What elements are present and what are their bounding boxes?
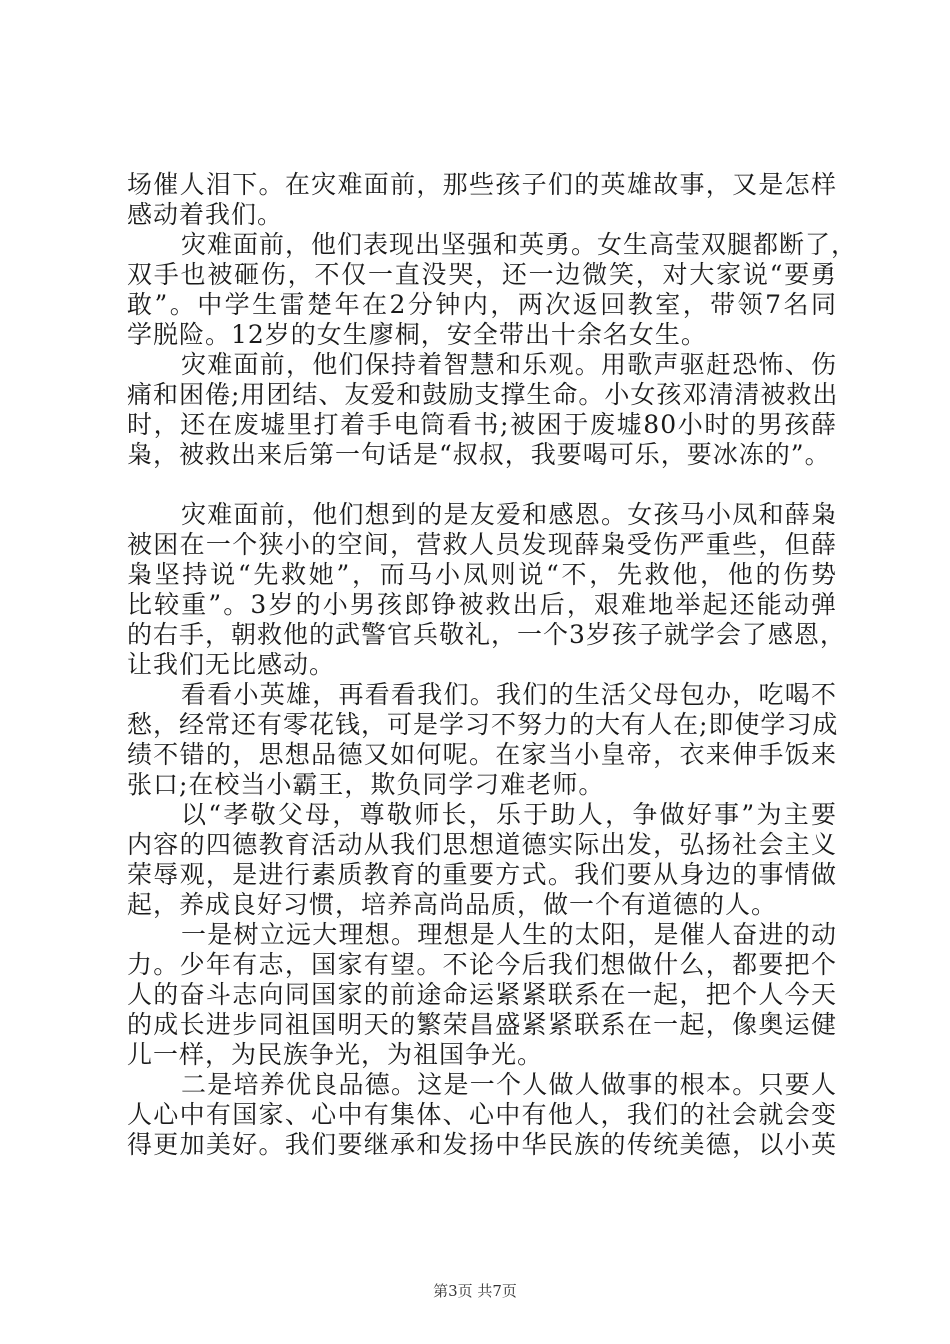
text-line: 场催人泪下。在灾难面前，那些孩子们的英雄故事，又是怎样	[127, 170, 837, 199]
body-text	[127, 170, 858, 1160]
text-line: 绩不错的，思想品德又如何呢。在家当小皇帝，衣来伸手饭来	[127, 740, 837, 769]
text-line: 看看小英雄，再看看我们。我们的生活父母包办，吃喝不	[181, 680, 837, 709]
text-line: 一是树立远大理想。理想是人生的太阳，是催人奋进的动	[181, 920, 837, 949]
text-line: 感动着我们。	[127, 200, 284, 229]
text-line: 学脱险。12岁的女生廖桐，安全带出十余名女生。	[127, 320, 707, 349]
text-line: 人的奋斗志向同国家的前途命运紧紧联系在一起，把个人今天	[127, 980, 837, 1009]
text-line: 枭坚持说“先救她”，而马小凤则说“不，先救他，他的伤势	[127, 560, 837, 589]
text-line: 愁，经常还有零花钱，可是学习不努力的大有人在;即使学习成	[127, 710, 839, 739]
text-line: 让我们无比感动。	[127, 650, 336, 679]
text-line: 的右手，朝救他的武警官兵敬礼，一个3岁孩子就学会了感恩，	[127, 620, 846, 649]
text-line: 内容的四德教育活动从我们思想道德实际出发，弘扬社会主义	[127, 830, 837, 859]
text-line: 起，养成良好习惯，培养高尚品质，做一个有道德的人。	[127, 890, 778, 919]
text-line: 以“孝敬父母，尊敬师长，乐于助人，争做好事”为主要	[181, 800, 837, 829]
text-line: 儿一样，为民族争光，为祖国争光。	[127, 1040, 544, 1069]
text-line: 人心中有国家、心中有集体、心中有他人，我们的社会就会变	[127, 1100, 837, 1129]
text-line: 灾难面前，他们表现出坚强和英勇。女生高莹双腿都断了，	[181, 230, 858, 259]
text-line: 得更加美好。我们要继承和发扬中华民族的传统美德，以小英	[127, 1130, 837, 1159]
text-line: 敢”。中学生雷楚年在2分钟内，两次返回教室，带领7名同	[127, 290, 837, 319]
text-line: 灾难面前，他们保持着智慧和乐观。用歌声驱赶恐怖、伤	[181, 350, 837, 379]
text-line: 时，还在废墟里打着手电筒看书;被困于废墟80小时的男孩薛	[127, 410, 837, 439]
paragraph-gap	[127, 470, 837, 500]
text-line: 二是培养优良品德。这是一个人做人做事的根本。只要人	[181, 1070, 837, 1099]
text-line: 比较重”。3岁的小男孩郎铮被救出后，艰难地举起还能动弹	[127, 590, 837, 619]
text-line: 被困在一个狭小的空间，营救人员发现薛枭受伤严重些，但薛	[127, 530, 837, 559]
text-line: 的成长进步同祖国明天的繁荣昌盛紧紧联系在一起，像奥运健	[127, 1010, 837, 1039]
text-line: 荣辱观，是进行素质教育的重要方式。我们要从身边的事情做	[127, 860, 837, 889]
text-line: 枭，被救出来后第一句话是“叔叔，我要喝可乐，要冰冻的”。	[127, 440, 831, 469]
text-line: 灾难面前，他们想到的是友爱和感恩。女孩马小凤和薛枭	[181, 500, 837, 529]
page-footer: 第3页 共7页	[433, 1282, 517, 1300]
text-line: 力。少年有志，国家有望。不论今后我们想做什么，都要把个	[127, 950, 837, 979]
text-line: 张口;在校当小霸王，欺负同学刁难老师。	[127, 770, 605, 799]
text-line: 痛和困倦;用团结、友爱和鼓励支撑生命。小女孩邓清清被救出	[127, 380, 839, 409]
text-line: 双手也被砸伤，不仅一直没哭，还一边微笑，对大家说“要勇	[127, 260, 837, 289]
